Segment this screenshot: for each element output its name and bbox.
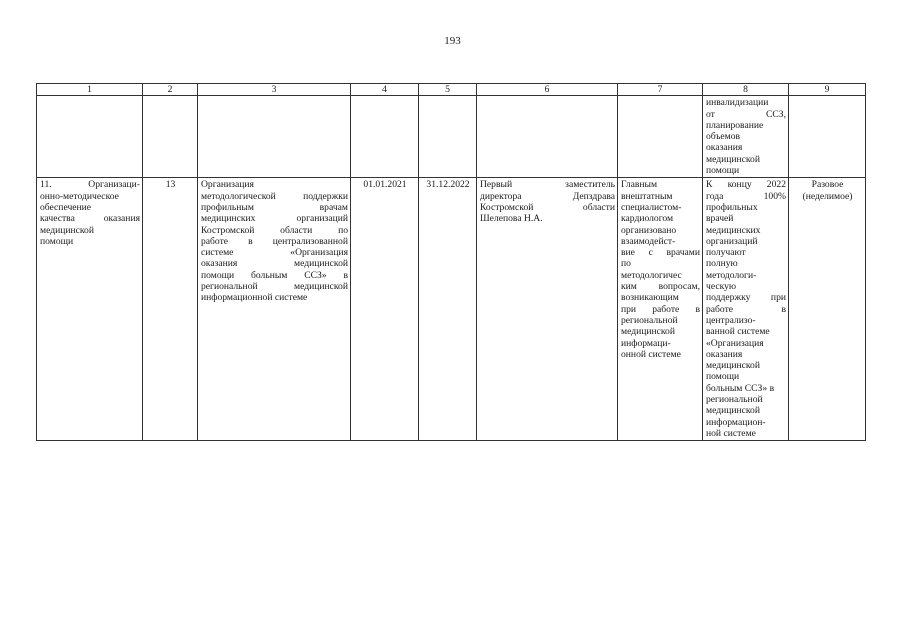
text-line: 11. Организаци- bbox=[40, 179, 140, 191]
text-line: при работе в bbox=[621, 303, 700, 315]
cont-cell-8 bbox=[703, 96, 789, 178]
task-row bbox=[37, 178, 866, 441]
text-line: ной системе bbox=[706, 427, 756, 439]
end-date-cell: 31.12.2022 bbox=[419, 178, 477, 441]
text-line: больным ССЗ» в bbox=[706, 382, 775, 394]
text-line: медицинской bbox=[706, 360, 760, 372]
text-line: работе в централизованной bbox=[201, 235, 348, 247]
cont-cell-2 bbox=[143, 96, 198, 178]
text-line: методологичес bbox=[621, 269, 682, 281]
cont-cell-5 bbox=[419, 96, 477, 178]
funding-type-cell bbox=[789, 178, 866, 441]
text-line: года 100% bbox=[706, 190, 786, 202]
responsible-cell bbox=[477, 178, 618, 441]
column-number-3: 3 bbox=[198, 84, 351, 96]
column-number-1: 1 bbox=[37, 84, 143, 96]
column-number-8: 8 bbox=[703, 84, 789, 96]
text-line: объемов bbox=[706, 131, 741, 143]
text-line: кардиологом bbox=[621, 213, 674, 225]
text-line: централизо- bbox=[706, 314, 756, 326]
text-line: методологической поддержки bbox=[201, 190, 348, 202]
text-line: региональной bbox=[706, 394, 763, 406]
text-line: внештатным bbox=[621, 190, 673, 202]
start-date-cell: 01.01.2021 bbox=[351, 178, 419, 441]
text-line: информаци- bbox=[621, 337, 671, 349]
text-line: директора Депздрава bbox=[480, 190, 615, 202]
text-line: медицинской bbox=[621, 326, 675, 338]
text-line: информацион- bbox=[706, 416, 766, 428]
text-line: медицинских bbox=[706, 224, 761, 236]
text-line: помощи bbox=[706, 371, 740, 383]
column-number-7: 7 bbox=[618, 84, 703, 96]
text-line: онной системе bbox=[621, 348, 681, 360]
text-line: Костромской области по bbox=[201, 224, 348, 236]
continuation-row bbox=[37, 96, 866, 178]
text-line: по bbox=[621, 258, 631, 270]
text-line: ванной системе bbox=[706, 326, 770, 338]
column-number-2: 2 bbox=[143, 84, 198, 96]
text-line: методологи- bbox=[706, 269, 757, 281]
text-line: медицинских организаций bbox=[201, 213, 348, 225]
task-name-cell bbox=[37, 178, 143, 441]
text-line: Организация bbox=[201, 179, 254, 191]
text-line: специалистом- bbox=[621, 201, 682, 213]
text-line: получают bbox=[706, 247, 746, 259]
text-line: Первый заместитель bbox=[480, 179, 615, 191]
column-number-row bbox=[37, 84, 866, 96]
text-line: К концу 2022 bbox=[706, 179, 786, 191]
text-line: помощи больным ССЗ» в bbox=[201, 269, 348, 281]
text-line: ческую bbox=[706, 281, 737, 293]
text-line: онно-методическое bbox=[40, 190, 119, 202]
column-number-5: 5 bbox=[419, 84, 477, 96]
text-line: медицинской bbox=[706, 405, 760, 417]
result-cell bbox=[618, 178, 703, 441]
text-line: поддержку при bbox=[706, 292, 786, 304]
text-line: медицинской bbox=[40, 224, 94, 236]
text-line: профильных bbox=[706, 201, 758, 213]
text-line: профильным врачам bbox=[201, 201, 348, 213]
text-line: врачей bbox=[706, 213, 734, 225]
text-line: качества оказания bbox=[40, 213, 140, 225]
page-number: 193 bbox=[444, 35, 461, 47]
text-line: обеспечение bbox=[40, 201, 92, 213]
text-line: полную bbox=[706, 258, 738, 270]
text-line: ким вопросам, bbox=[621, 281, 700, 293]
text-line: помощи bbox=[40, 235, 74, 247]
text-line: работе в bbox=[706, 303, 786, 315]
cont-cell-4 bbox=[351, 96, 419, 178]
text-line: организовано bbox=[621, 224, 677, 236]
task-number-cell: 13 bbox=[143, 178, 198, 441]
text-line: региональной bbox=[621, 314, 678, 326]
text-line: инвалидизации bbox=[706, 97, 769, 109]
plan-table bbox=[36, 83, 866, 441]
cont-cell-9 bbox=[789, 96, 866, 178]
text-line: возникающим bbox=[621, 292, 679, 304]
text-line: Главным bbox=[621, 179, 658, 191]
text-line: организаций bbox=[706, 235, 758, 247]
cont-cell-3 bbox=[198, 96, 351, 178]
text-line: «Организация bbox=[706, 337, 764, 349]
text-line: Шелепова Н.А. bbox=[480, 213, 543, 225]
column-number-9: 9 bbox=[789, 84, 866, 96]
text-line: от ССЗ, bbox=[706, 108, 786, 120]
text-line: оказания медицинской bbox=[201, 258, 348, 270]
cont-cell-7 bbox=[618, 96, 703, 178]
text-line: оказания bbox=[706, 142, 743, 154]
text-line: Костромской области bbox=[480, 201, 615, 213]
text-line: информационной системе bbox=[201, 292, 308, 304]
text-line: планирование bbox=[706, 119, 764, 131]
cont-cell-6 bbox=[477, 96, 618, 178]
text-line: системе «Организация bbox=[201, 247, 348, 259]
text-line: взаимодейст- bbox=[621, 235, 676, 247]
text-line: помощи bbox=[706, 165, 740, 177]
text-line: вие с врачами bbox=[621, 247, 700, 259]
column-number-6: 6 bbox=[477, 84, 618, 96]
activity-cell bbox=[198, 178, 351, 441]
text-line: оказания bbox=[706, 348, 743, 360]
text-line: (неделимое) bbox=[802, 190, 853, 202]
indicator-cell bbox=[703, 178, 789, 441]
text-line: региональной медицинской bbox=[201, 281, 348, 293]
text-line: Разовое bbox=[811, 179, 844, 191]
text-line: медицинской bbox=[706, 153, 760, 165]
column-number-4: 4 bbox=[351, 84, 419, 96]
cont-cell-1 bbox=[37, 96, 143, 178]
